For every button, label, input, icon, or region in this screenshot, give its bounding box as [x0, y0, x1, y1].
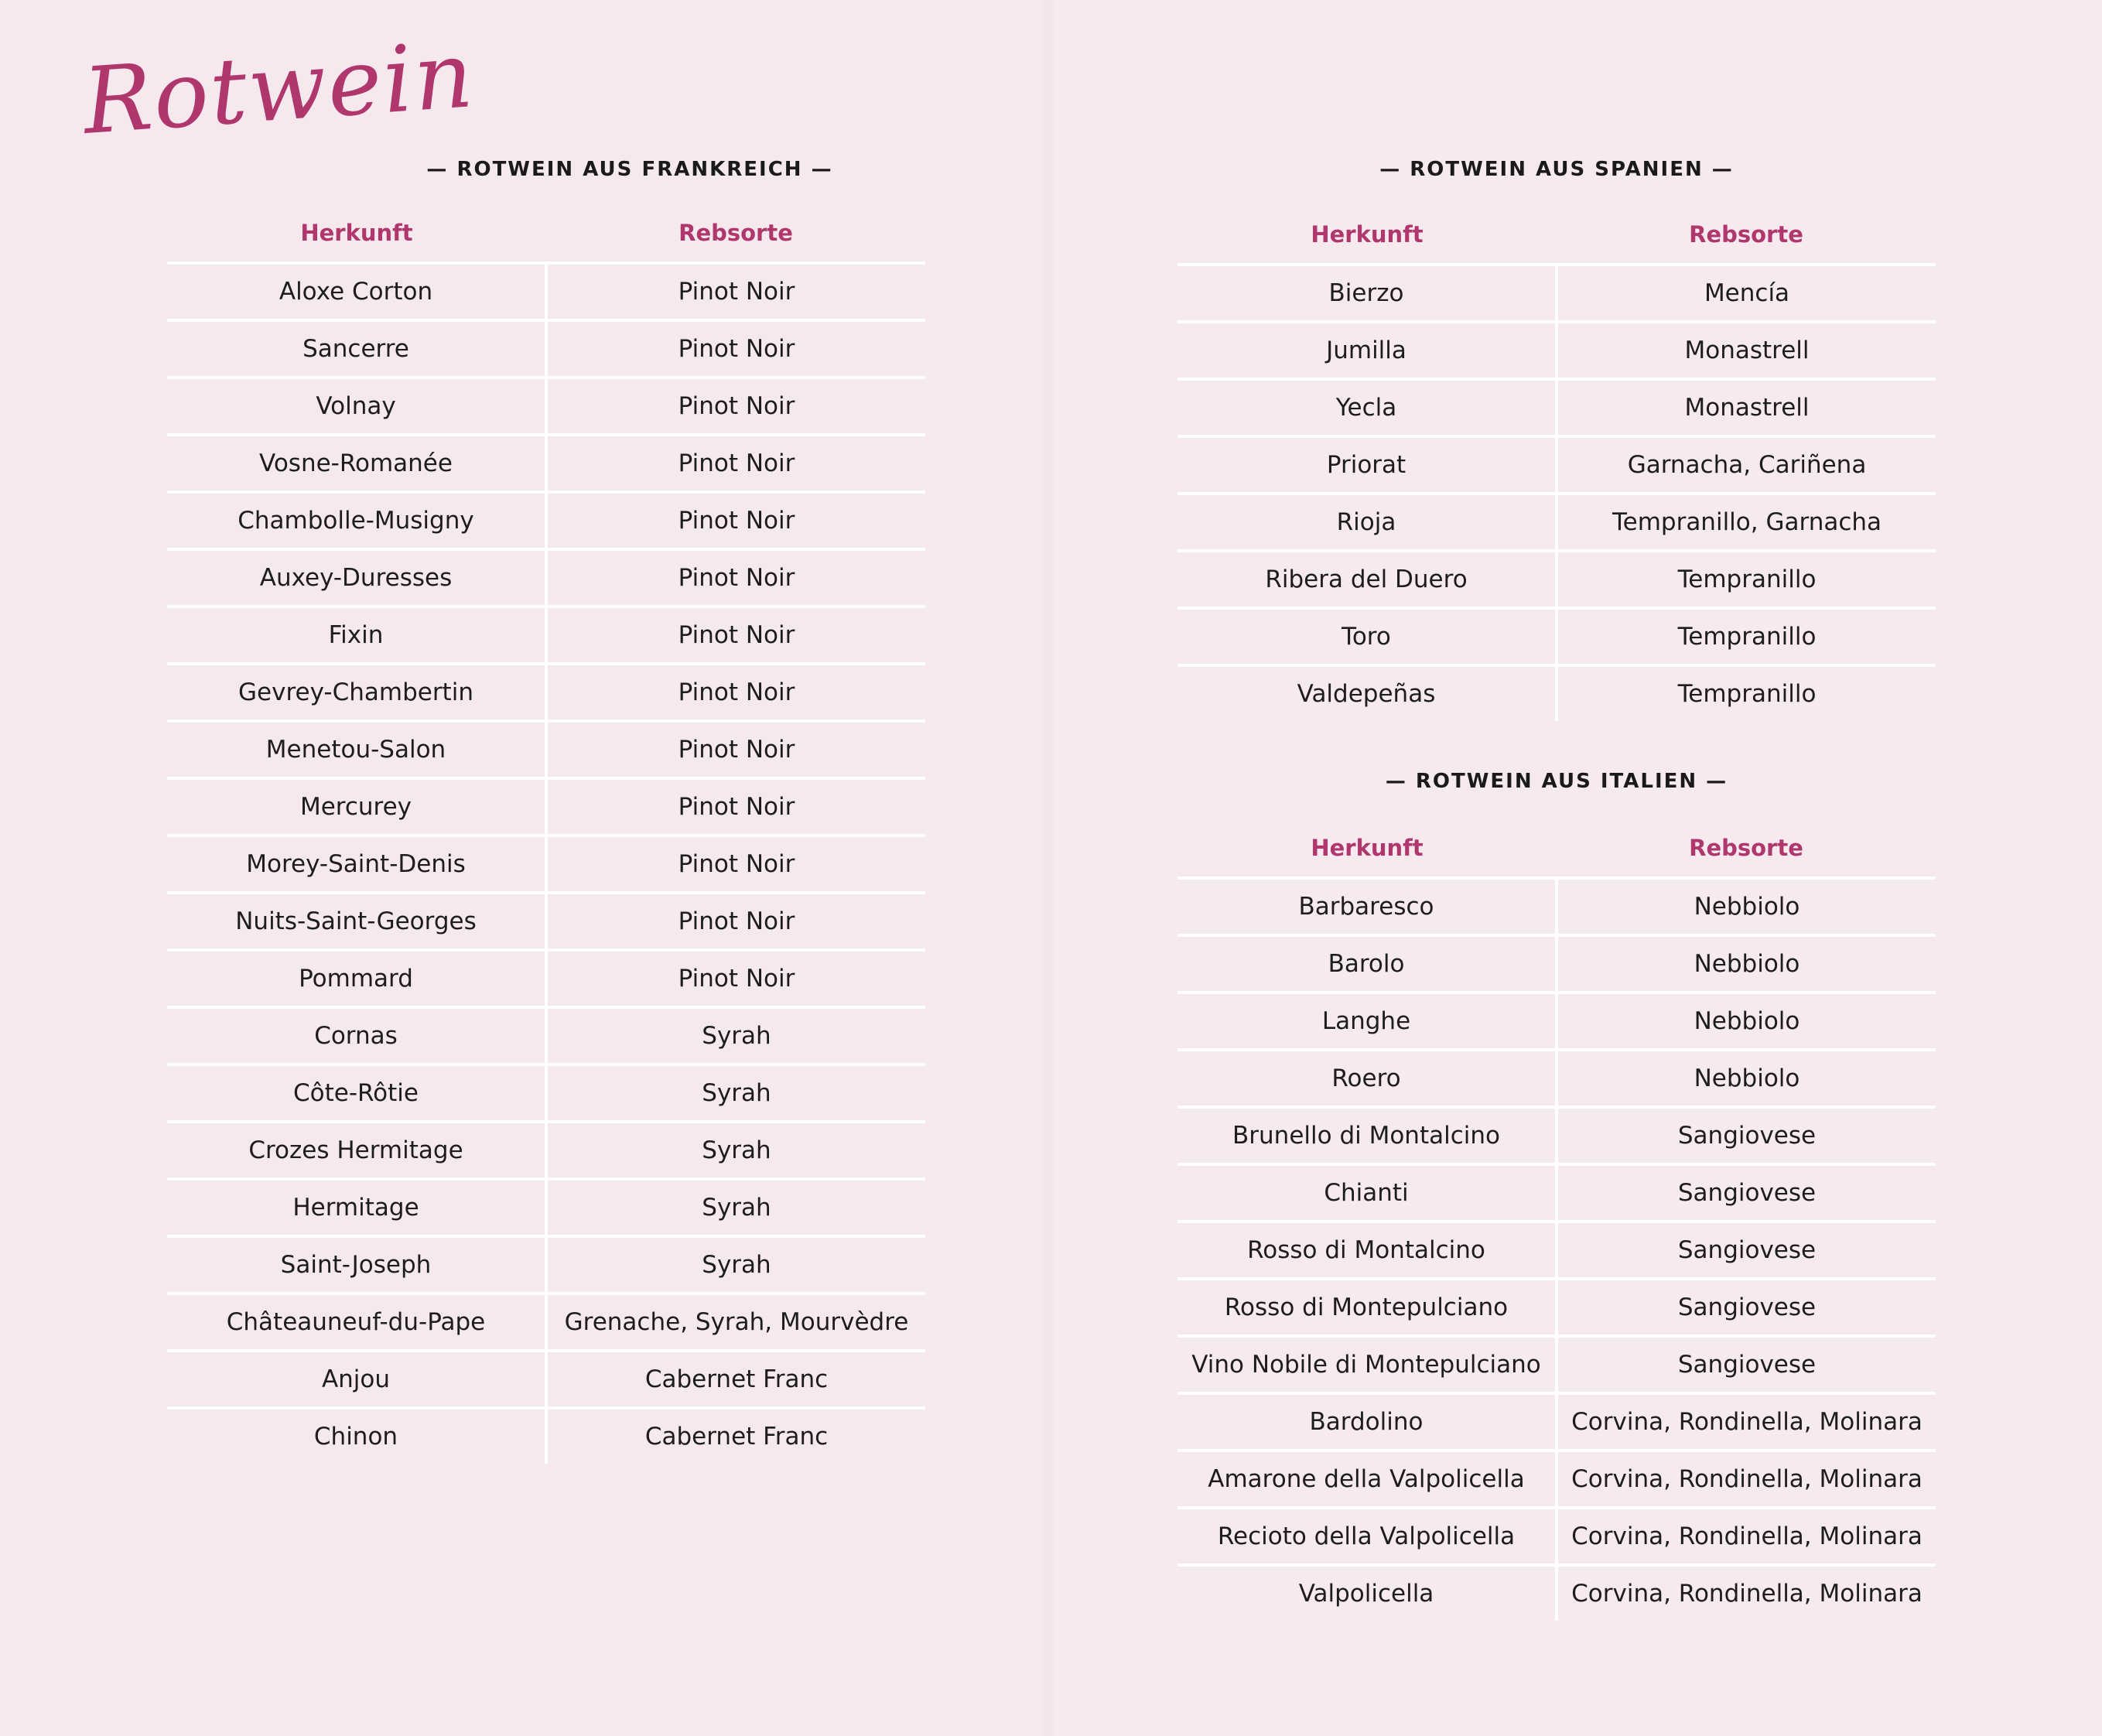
- table-row: [167, 893, 925, 950]
- origin-cell: Aloxe Corton: [167, 263, 546, 320]
- table-row: [1177, 1222, 1936, 1279]
- table-spain: [1177, 206, 1936, 721]
- grape-cell: Monastrell: [1557, 379, 1936, 436]
- table-row: [1177, 935, 1936, 993]
- origin-cell: Vosne-Romanée: [167, 435, 546, 492]
- origin-cell: Menetou-Salon: [167, 721, 546, 778]
- grape-cell: Sangiovese: [1557, 1164, 1936, 1222]
- origin-cell: Priorat: [1177, 436, 1557, 494]
- grape-cell: Tempranillo, Garnacha: [1557, 494, 1936, 551]
- grape-cell: Cabernet Franc: [644, 1423, 829, 1451]
- section-title-italy: — ROTWEIN AUS ITALIEN —: [1385, 770, 1728, 793]
- section-title-france: — ROTWEIN AUS FRANKREICH —: [426, 158, 833, 181]
- grape-cell: Nebbiolo: [1557, 935, 1936, 993]
- grape-cell: Tempranillo: [1677, 680, 1817, 708]
- origin-cell: Volnay: [167, 378, 546, 435]
- grape-cell: Tempranillo: [1557, 608, 1936, 665]
- grape-cell: Pinot Noir: [546, 549, 925, 607]
- origin-cell: Sancerre: [167, 320, 546, 378]
- table-row: [1177, 1050, 1936, 1107]
- table-row: [1177, 1393, 1936, 1451]
- book-gutter: [1041, 0, 1056, 1736]
- origin-cell: Amarone della Valpolicella: [1177, 1451, 1557, 1508]
- origin-cell: Bierzo: [1177, 265, 1557, 322]
- grape-cell: Syrah: [546, 1064, 925, 1122]
- grape-cell: Sangiovese: [1557, 1336, 1936, 1393]
- grape-cell: Pinot Noir: [546, 836, 925, 893]
- grape-cell: Pinot Noir: [546, 263, 925, 320]
- table-row: [1177, 322, 1936, 379]
- origin-cell: Châteauneuf-du-Pape: [167, 1293, 546, 1351]
- grape-cell: Pinot Noir: [546, 721, 925, 778]
- origin-cell: Barbaresco: [1177, 878, 1557, 935]
- table-row: [167, 263, 925, 320]
- table-header-row: [1177, 206, 1936, 265]
- grape-cell: Corvina, Rondinella, Molinara: [1557, 1508, 1936, 1565]
- grape-cell: Corvina, Rondinella, Molinara: [1557, 1393, 1936, 1451]
- origin-cell: Pommard: [167, 950, 546, 1007]
- table-row: [1177, 1107, 1936, 1164]
- grape-cell: Pinot Noir: [546, 664, 925, 721]
- table-header-row: [167, 204, 925, 263]
- grape-cell: Tempranillo: [1557, 551, 1936, 608]
- table-italy: [1177, 819, 1936, 1621]
- origin-cell: Crozes Hermitage: [167, 1122, 546, 1179]
- origin-cell: Chinon: [167, 1408, 546, 1464]
- grape-cell: Syrah: [546, 1179, 925, 1236]
- origin-cell: Toro: [1177, 608, 1557, 665]
- table-row: [1177, 1508, 1936, 1565]
- table-row: [1177, 551, 1936, 608]
- table-row: [1177, 1279, 1936, 1336]
- grape-cell: Sangiovese: [1557, 1279, 1936, 1336]
- origin-cell: Recioto della Valpolicella: [1177, 1508, 1557, 1565]
- table-row: [1177, 608, 1936, 665]
- grape-cell: Pinot Noir: [546, 950, 925, 1007]
- origin-cell: Jumilla: [1177, 322, 1557, 379]
- grape-cell: Cabernet Franc: [546, 1351, 925, 1408]
- origin-cell: Roero: [1177, 1050, 1557, 1107]
- origin-cell: Rosso di Montepulciano: [1177, 1279, 1557, 1336]
- table-row: [167, 378, 925, 435]
- grape-cell: Pinot Noir: [546, 778, 925, 836]
- grape-cell: Pinot Noir: [546, 607, 925, 664]
- table-row: [167, 1408, 925, 1464]
- table-row: [167, 1293, 925, 1351]
- table-row: [167, 492, 925, 549]
- origin-cell: Saint-Joseph: [167, 1236, 546, 1293]
- origin-cell: Chianti: [1177, 1164, 1557, 1222]
- table-row: [167, 1064, 925, 1122]
- column-header-origin: Herkunft: [1177, 206, 1557, 265]
- origin-cell: Côte-Rôtie: [167, 1064, 546, 1122]
- grape-cell: Garnacha, Cariñena: [1557, 436, 1936, 494]
- origin-cell: Valdepeñas: [1177, 665, 1557, 721]
- section-title-spain: — ROTWEIN AUS SPANIEN —: [1379, 158, 1734, 181]
- table-row: [167, 721, 925, 778]
- table-row: [167, 320, 925, 378]
- grape-cell: Pinot Noir: [546, 492, 925, 549]
- origin-cell: Barolo: [1177, 935, 1557, 993]
- grape-cell: Corvina, Rondinella, Molinara: [1571, 1580, 1923, 1608]
- table-row: [1177, 1451, 1936, 1508]
- table-row: [167, 1179, 925, 1236]
- grape-cell: Sangiovese: [1557, 1107, 1936, 1164]
- table-france: [167, 204, 925, 1464]
- grape-cell: Sangiovese: [1557, 1222, 1936, 1279]
- origin-cell: Ribera del Duero: [1177, 551, 1557, 608]
- column-header-origin: Herkunft: [1177, 819, 1557, 878]
- table-row: [1177, 993, 1936, 1050]
- origin-cell: Hermitage: [167, 1179, 546, 1236]
- origin-cell: Anjou: [167, 1351, 546, 1408]
- table-row: [167, 1236, 925, 1293]
- origin-cell: Rioja: [1177, 494, 1557, 551]
- table-row: [167, 1007, 925, 1064]
- table-row: [1177, 665, 1936, 721]
- table-row: [1177, 436, 1936, 494]
- origin-cell: Nuits-Saint-Georges: [167, 893, 546, 950]
- table-row: [167, 1122, 925, 1179]
- table-row: [1177, 379, 1936, 436]
- origin-cell: Chambolle-Musigny: [167, 492, 546, 549]
- origin-cell: Bardolino: [1177, 1393, 1557, 1451]
- origin-cell: Vino Nobile di Montepulciano: [1177, 1336, 1557, 1393]
- grape-cell: Pinot Noir: [546, 378, 925, 435]
- table-row: [167, 435, 925, 492]
- origin-cell: Cornas: [167, 1007, 546, 1064]
- origin-cell: Gevrey-Chambertin: [167, 664, 546, 721]
- table-row: [1177, 494, 1936, 551]
- grape-cell: Grenache, Syrah, Mourvèdre: [546, 1293, 925, 1351]
- table-row: [167, 950, 925, 1007]
- table-row: [1177, 1565, 1936, 1621]
- table-row: [1177, 265, 1936, 322]
- table-row: [167, 778, 925, 836]
- grape-cell: Nebbiolo: [1557, 993, 1936, 1050]
- grape-cell: Corvina, Rondinella, Molinara: [1557, 1451, 1936, 1508]
- grape-cell: Syrah: [546, 1122, 925, 1179]
- column-header-grape: Rebsorte: [546, 204, 925, 263]
- table-row: [1177, 878, 1936, 935]
- column-header-origin: Herkunft: [167, 204, 546, 263]
- origin-cell: Yecla: [1177, 379, 1557, 436]
- grape-cell: Nebbiolo: [1557, 878, 1936, 935]
- origin-cell: Auxey-Duresses: [167, 549, 546, 607]
- origin-cell: Mercurey: [167, 778, 546, 836]
- table-row: [167, 1351, 925, 1408]
- grape-cell: Pinot Noir: [546, 435, 925, 492]
- grape-cell: Pinot Noir: [546, 320, 925, 378]
- table-row: [167, 836, 925, 893]
- origin-cell: Brunello di Montalcino: [1177, 1107, 1557, 1164]
- origin-cell: Rosso di Montalcino: [1177, 1222, 1557, 1279]
- table-row: [167, 549, 925, 607]
- grape-cell: Pinot Noir: [546, 893, 925, 950]
- grape-cell: Syrah: [546, 1007, 925, 1064]
- origin-cell: Valpolicella: [1177, 1565, 1557, 1621]
- grape-cell: Syrah: [546, 1236, 925, 1293]
- column-header-grape: Rebsorte: [1557, 819, 1936, 878]
- origin-cell: Fixin: [167, 607, 546, 664]
- grape-cell: Nebbiolo: [1557, 1050, 1936, 1107]
- table-row: [167, 664, 925, 721]
- grape-cell: Mencía: [1557, 265, 1936, 322]
- origin-cell: Langhe: [1177, 993, 1557, 1050]
- table-row: [167, 607, 925, 664]
- table-row: [1177, 1336, 1936, 1393]
- table-header-row: [1177, 819, 1936, 878]
- column-header-grape: Rebsorte: [1557, 206, 1936, 265]
- origin-cell: Morey-Saint-Denis: [167, 836, 546, 893]
- grape-cell: Monastrell: [1557, 322, 1936, 379]
- page-heading: Rotwein: [80, 21, 478, 155]
- table-row: [1177, 1164, 1936, 1222]
